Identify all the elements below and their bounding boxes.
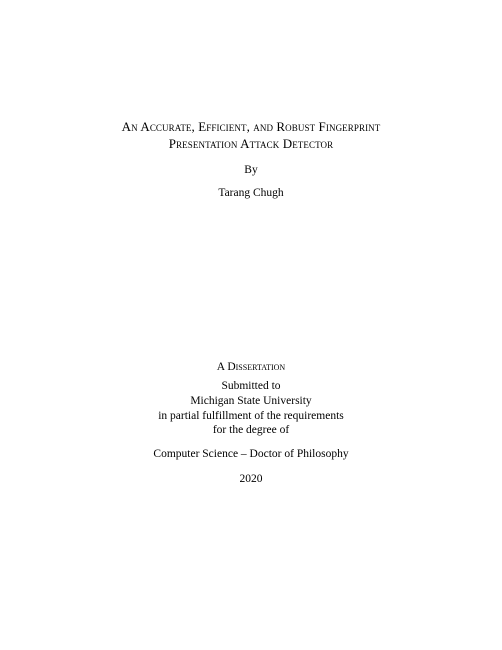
by-label: By — [244, 164, 258, 176]
title-line-1: An Accurate, Efficient, and Robust Fingerprint — [121, 119, 381, 134]
author-name: Tarang Chugh — [218, 187, 284, 199]
university-name: Michigan State University — [190, 395, 312, 407]
submitted-to-label: Submitted to — [221, 380, 281, 392]
degree-name: Computer Science – Doctor of Philosophy — [153, 448, 349, 460]
year: 2020 — [239, 473, 263, 485]
document-type: A Dissertation — [216, 361, 286, 373]
fulfillment-text: in partial fulfillment of the requirements — [158, 410, 344, 422]
title-line-2: Presentation Attack Detector — [168, 136, 334, 151]
degree-of-label: for the degree of — [212, 424, 290, 436]
